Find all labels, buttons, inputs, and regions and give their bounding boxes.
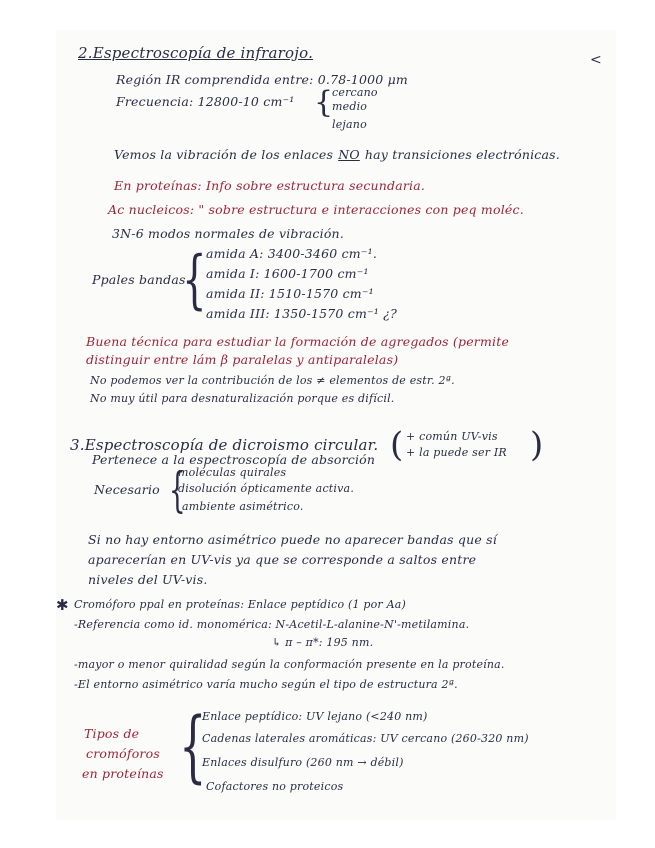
vibration-text-b: hay transiciones electrónicas. xyxy=(364,147,560,162)
freq-brace: { xyxy=(314,85,334,120)
star-bullet: ✱ xyxy=(56,596,69,614)
para-line2: aparecerían en UV-vis ya que se corresponde a saltos entre xyxy=(88,552,477,567)
type-disulfide: Enlaces disulfuro (260 nm → débil) xyxy=(202,756,404,769)
chromophore-main: Cromóforo ppal en proteínas: Enlace peptídico (1 por Aa) xyxy=(74,598,406,611)
types-label-1: Tipos de xyxy=(84,726,140,741)
section3-title: 3.Espectroscopía de dicroismo circular. xyxy=(70,436,379,454)
side-paren-close: ) xyxy=(530,425,544,465)
notebook-page xyxy=(56,30,616,820)
type-cofactors: Cofactores no proteicos xyxy=(206,780,344,793)
side-note-1: + común UV-vis xyxy=(406,430,498,443)
freq-far: lejano xyxy=(332,118,367,131)
reference-sub: ↳ π – π*: 195 nm. xyxy=(272,636,374,649)
freq-near: cercano xyxy=(332,86,378,99)
bands-brace: { xyxy=(182,243,207,317)
nucleic-note: Ac nucleicos: " sobre estructura e interacciones con peq moléc. xyxy=(108,202,524,217)
type-aromatic: Cadenas laterales aromáticas: UV cercano (260-320 nm) xyxy=(202,732,529,745)
note-line1: No podemos ver la contribución de los ≠ elementos de estr. 2ª. xyxy=(90,374,455,387)
belongs-text: Pertenece a la espectroscopía de absorción xyxy=(92,452,376,467)
band-amide-1: amida I: 1600-1700 cm⁻¹ xyxy=(206,266,369,281)
need-chiral: moléculas quirales xyxy=(178,466,287,479)
needs-brace: { xyxy=(168,462,186,518)
vibration-no: NO xyxy=(338,147,360,162)
types-brace: { xyxy=(179,702,207,792)
need-solution: disolución ópticamente activa. xyxy=(178,482,355,495)
dash-chirality: -mayor o menor quiralidad según la conformación presente en la proteína. xyxy=(74,658,505,671)
red-note-line2: distinguir entre lám β paralelas y antiparalelas) xyxy=(86,352,399,367)
band-amide-a: amida A: 3400-3460 cm⁻¹. xyxy=(206,246,377,261)
note-line2: No muy útil para desnaturalización porque es difícil. xyxy=(90,392,395,405)
freq-mid: medio xyxy=(332,100,368,113)
band-amide-2: amida II: 1510-1570 cm⁻¹ xyxy=(206,286,374,301)
need-asymmetric: ambiente asimétrico. xyxy=(182,500,304,513)
types-label-3: en proteínas xyxy=(82,766,164,781)
page-marker: < xyxy=(590,52,602,68)
side-paren-open: ( xyxy=(390,425,404,465)
section2-title: 2.Espectroscopía de infrarojo. xyxy=(78,44,314,62)
needs-label: Necesario xyxy=(94,482,160,497)
dash-environment: -El entorno asimétrico varía mucho según el tipo de estructura 2ª. xyxy=(74,678,458,691)
band-amide-3: amida III: 1350-1570 cm⁻¹ ¿? xyxy=(206,306,397,321)
reference-line: -Referencia como id. monomérica: N-Acetil-L-alanine-N'-metilamina. xyxy=(74,618,470,631)
types-label-2: cromóforos xyxy=(86,746,160,761)
side-note-2: + la puede ser IR xyxy=(406,446,507,459)
para-line3: niveles del UV-vis. xyxy=(88,572,208,587)
proteins-note: En proteínas: Info sobre estructura secundaria. xyxy=(114,178,426,193)
vibration-text-a: Vemos la vibración de los enlaces xyxy=(114,147,334,162)
vibration-modes: 3N-6 modos normales de vibración. xyxy=(112,226,344,241)
type-peptide: Enlace peptídico: UV lejano (<240 nm) xyxy=(202,710,428,723)
bands-label: Ppales bandas xyxy=(92,272,186,287)
vibration-line xyxy=(114,144,560,163)
ir-region: Región IR comprendida entre: 0.78-1000 μm xyxy=(116,72,408,87)
ir-frequency: Frecuencia: 12800-10 cm⁻¹ xyxy=(116,94,295,109)
red-note-line1: Buena técnica para estudiar la formación de agregados (permite xyxy=(86,334,510,349)
para-line1: Si no hay entorno asimétrico puede no aparecer bandas que sí xyxy=(88,532,497,547)
